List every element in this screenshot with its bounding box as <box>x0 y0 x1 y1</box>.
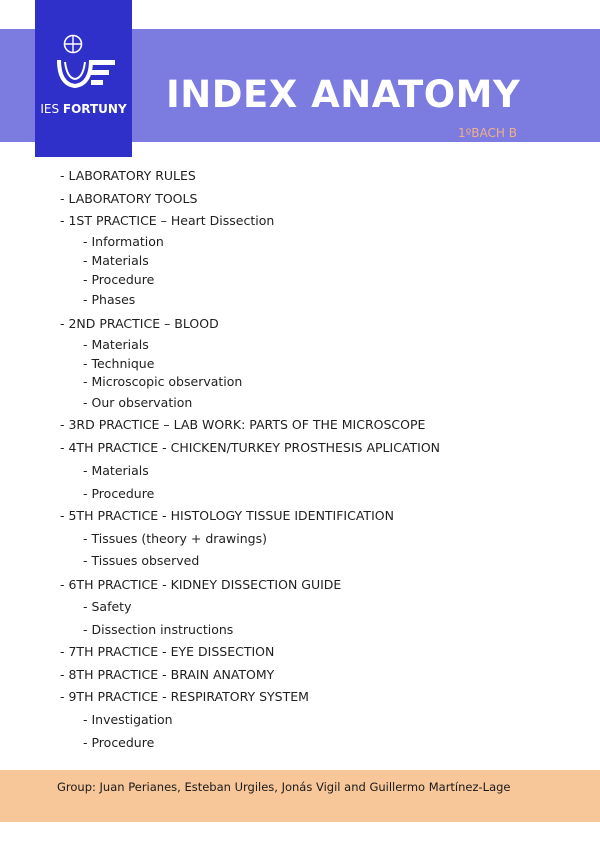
toc-subitem: - Technique <box>83 356 155 371</box>
toc-section: - 2ND PRACTICE – BLOOD <box>60 316 219 331</box>
footer-band <box>0 770 600 822</box>
toc-subitem: - Investigation <box>83 712 173 727</box>
toc-subitem: - Procedure <box>83 272 155 287</box>
toc-subitem: - Materials <box>83 337 149 352</box>
page-title: INDEX ANATOMY <box>166 73 521 116</box>
toc-subitem: - Procedure <box>83 486 155 501</box>
toc-subitem: - Microscopic observation <box>83 374 243 389</box>
toc-subitem: - Safety <box>83 599 132 614</box>
logo-text-prefix: IES <box>40 102 63 116</box>
toc-section: - 1ST PRACTICE – Heart Dissection <box>60 213 275 228</box>
toc-subitem: - Dissection instructions <box>83 622 234 637</box>
toc-subitem: - Materials <box>83 463 149 478</box>
toc-section: - 4TH PRACTICE - CHICKEN/TURKEY PROSTHESIS APLICATION <box>60 440 441 455</box>
toc-section: - LABORATORY TOOLS <box>60 191 198 206</box>
logo-text-bold: FORTUNY <box>62 102 127 116</box>
toc-subitem: - Phases <box>83 292 136 307</box>
toc-section: - 9TH PRACTICE - RESPIRATORY SYSTEM <box>60 689 309 704</box>
toc-subitem: - Information <box>83 234 164 249</box>
toc-subitem: - Tissues observed <box>83 553 200 568</box>
toc-subitem: - Our observation <box>83 395 193 410</box>
toc-subitem: - Procedure <box>83 735 155 750</box>
toc-subitem: - Tissues (theory + drawings) <box>83 531 268 546</box>
toc-subitem: - Materials <box>83 253 149 268</box>
toc-section: - 7TH PRACTICE - EYE DISSECTION <box>60 644 275 659</box>
toc-section: - 6TH PRACTICE - KIDNEY DISSECTION GUIDE <box>60 577 342 592</box>
class-label: 1ºBACH B <box>458 126 517 140</box>
toc-section: - LABORATORY RULES <box>60 168 196 183</box>
group-members: Group: Juan Perianes, Esteban Urgiles, Jonás Vigil and Guillermo Martínez-Lage <box>57 780 511 794</box>
toc-section: - 5TH PRACTICE - HISTOLOGY TISSUE IDENTIFICATION <box>60 508 394 523</box>
toc-section: - 8TH PRACTICE - BRAIN ANATOMY <box>60 667 275 682</box>
toc-section: - 3RD PRACTICE – LAB WORK: PARTS OF THE MICROSCOPE <box>60 417 426 432</box>
